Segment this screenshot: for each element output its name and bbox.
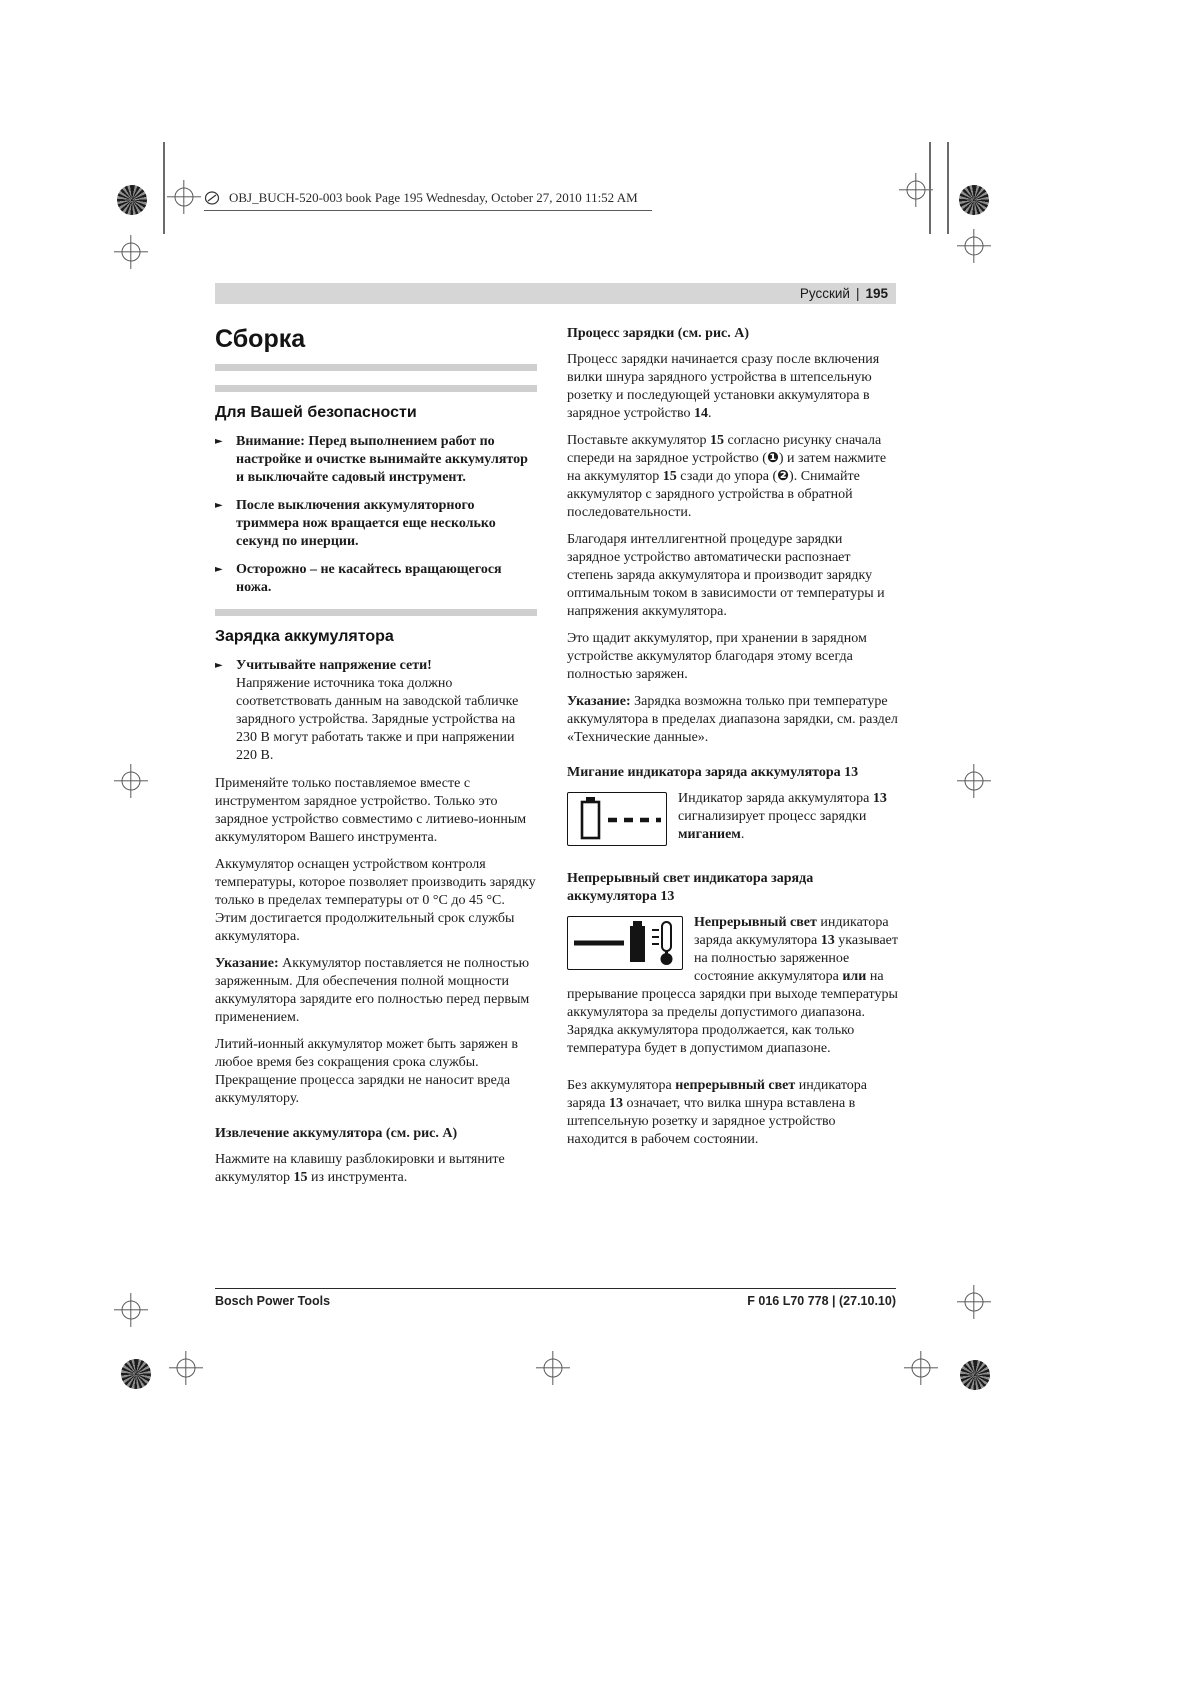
crosshair-ring [907, 181, 926, 200]
heading-safety: Для Вашей безопасности [215, 404, 417, 421]
battery-blink-icon [568, 793, 666, 845]
safety-bullet-1-text: Внимание: Перед выполнением работ по настройке и очистке вынимайте аккумулятор и выключайте садовый инструмент. [236, 434, 528, 485]
registration-crosshair-mark [536, 1351, 570, 1385]
title-rule [215, 364, 537, 371]
paragraph-intelligent-charging: Благодаря интеллигентной процедуре зарядки зарядное устройство автоматически распознает степень заряда аккумулятора и производит зарядку оптимальным током в зависимости от температуры и напряжения аккумулятора. [567, 532, 885, 619]
pencil-icon [204, 190, 220, 206]
bullet-arrow-icon: ► [215, 500, 223, 511]
heading-blinking-indicator: Мигание индикатора заряда аккумулятора 13 [567, 765, 859, 780]
footer-doc-number: F 016 L70 778 | (27.10.10) [747, 1294, 896, 1308]
registration-sunburst-mark [960, 1360, 990, 1390]
paragraph-battery-placement: Поставьте аккумулятор 15 согласно рисунку сначала спереди на зарядное устройство (❶) и затем нажмите на аккумулятор 15 сзади до упора (❷). Снимайте аккумулятор с зарядного устройства в обратной последовательности. [567, 433, 887, 520]
bullet-arrow-icon: ► [215, 660, 223, 671]
crosshair-ring [912, 1359, 931, 1378]
paragraph-blinking-indicator: Индикатор заряда аккумулятора 13 сигнализирует процесс зарядки миганием. [678, 791, 887, 842]
crosshair-ring [965, 1293, 984, 1312]
paragraph-battery-removal: Нажмите на клавишу разблокировки и вытяните аккумулятор 15 из инструмента. [215, 1152, 505, 1185]
safety-bullet-1 [215, 433, 537, 487]
voltage-bullet [215, 657, 537, 765]
registration-crosshair-mark [169, 1351, 203, 1385]
crop-line [163, 142, 165, 234]
voltage-bullet-text: Напряжение источника тока должно соответствовать данным на заводской табличке зарядного устройства. Зарядные устройства на 230 В могут работать также и при напряжении 220 В. [236, 676, 519, 763]
battery-blink-figure [567, 792, 667, 846]
charging-section-rule [215, 609, 537, 616]
registration-crosshair-mark [167, 180, 201, 214]
crosshair-ring [965, 237, 984, 256]
footer-brand: Bosch Power Tools [215, 1294, 331, 1308]
crosshair-ring [122, 1301, 141, 1320]
heading-charging-process: Процесс зарядки (см. рис. А) [567, 326, 750, 341]
heading-charging: Зарядка аккумулятора [215, 628, 394, 645]
registration-sunburst-mark [121, 1359, 151, 1389]
registration-crosshair-mark [899, 173, 933, 207]
crop-line [929, 142, 931, 234]
registration-crosshair-mark [957, 229, 991, 263]
heading-battery-removal: Извлечение аккумулятора (см. рис. А) [215, 1126, 458, 1141]
bullet-arrow-icon: ► [215, 564, 223, 575]
crosshair-ring [544, 1359, 563, 1378]
blinking-indicator-block [567, 790, 898, 853]
crop-line [947, 142, 949, 234]
crosshair-ring [122, 243, 141, 262]
voltage-bullet-title: Учитывайте напряжение сети! [236, 658, 432, 673]
registration-sunburst-mark [959, 185, 989, 215]
safety-bullet-2 [215, 497, 537, 551]
paragraph-note-charging-range: Указание: Зарядка возможна только при температуре аккумулятора в пределах диапазона зарядки, см. раздел «Технические данные». [567, 694, 898, 745]
bullet-arrow-icon: ► [215, 436, 223, 447]
heading-steady-indicator: Непрерывный свет индикатора заряда аккумулятора 13 [567, 871, 814, 904]
steady-indicator-block [567, 914, 898, 1067]
crosshair-ring [177, 1359, 196, 1378]
print-info-banner [204, 190, 652, 211]
header-page-number: 195 [865, 286, 888, 301]
registration-crosshair-mark [114, 764, 148, 798]
paragraph-no-battery: Без аккумулятора непрерывный свет индикатора заряда 13 означает, что вилка шнура вставлена в штепсельную розетку и зарядное устройство находится в рабочем состоянии. [567, 1078, 867, 1147]
paragraph-steady-indicator: Непрерывный свет индикатора заряда аккумулятора 13 указывает на полностью заряженное состояние аккумулятора или на прерывание процесса зарядки при выходе температуры аккумулятора за пределы допустимого диапазона. Зарядка аккумулятора продолжается, как только температура будет в допустимом диапазоне. [567, 915, 898, 1056]
header-language: Русский [799, 286, 850, 301]
safety-section-rule [215, 385, 537, 392]
paragraph-note-first-charge: Указание: Аккумулятор поставляется не полностью заряженным. Для обеспечения полной мощности аккумулятора зарядите его полностью перед первым применением. [215, 956, 530, 1025]
page-footer [215, 1288, 896, 1308]
battery-steady-figure [567, 916, 683, 970]
print-info-text: OBJ_BUCH-520-003 book Page 195 Wednesday, October 27, 2010 11:52 AM [229, 190, 638, 205]
paragraph-battery-protection: Это щадит аккумулятор, при хранении в зарядном устройстве аккумулятор благодаря этому всегда полностью заряжен. [567, 631, 867, 682]
paragraph-liion-no-memory: Литий-ионный аккумулятор может быть заряжен в любое время без сокращения срока службы. Прекращение процесса зарядки не наносит вреда аккумулятору. [215, 1037, 519, 1106]
crosshair-ring [122, 772, 141, 791]
registration-crosshair-mark [904, 1351, 938, 1385]
safety-bullet-3 [215, 561, 537, 597]
header-divider: | [855, 286, 860, 301]
battery-temperature-icon [568, 917, 682, 969]
paragraph-temperature-control: Аккумулятор оснащен устройством контроля температуры, которое позволяет производить зарядку только в пределах температуры от 0 °C до 45 °C. Этим достигается продолжительный срок службы аккумулятора. [215, 857, 536, 944]
registration-crosshair-mark [957, 764, 991, 798]
crosshair-ring [175, 188, 194, 207]
voltage-bullet-body [236, 657, 537, 765]
safety-bullet-3-text: Осторожно – не касайтесь вращающегося ножа. [236, 562, 502, 595]
page-header-band [215, 283, 896, 304]
right-column [567, 325, 898, 1158]
safety-bullet-2-text: После выключения аккумуляторного триммера нож вращается еще несколько секунд по инерции. [236, 498, 496, 549]
paragraph-charging-start: Процесс зарядки начинается сразу после включения вилки шнура зарядного устройства в штепсельную розетку и последующей установки аккумулятора в зарядное устройство 14. [567, 352, 880, 421]
page-title: Сборка [215, 325, 306, 353]
crosshair-ring [965, 772, 984, 791]
registration-crosshair-mark [114, 235, 148, 269]
paragraph-use-supplied-charger: Применяйте только поставляемое вместе с инструментом зарядное устройство. Только это зарядное устройство совместимо с литиево-ионным аккумулятором Вашего инструмента. [215, 776, 527, 845]
registration-crosshair-mark [114, 1293, 148, 1327]
registration-crosshair-mark [957, 1285, 991, 1319]
registration-sunburst-mark [117, 185, 147, 215]
left-column [215, 325, 537, 1196]
